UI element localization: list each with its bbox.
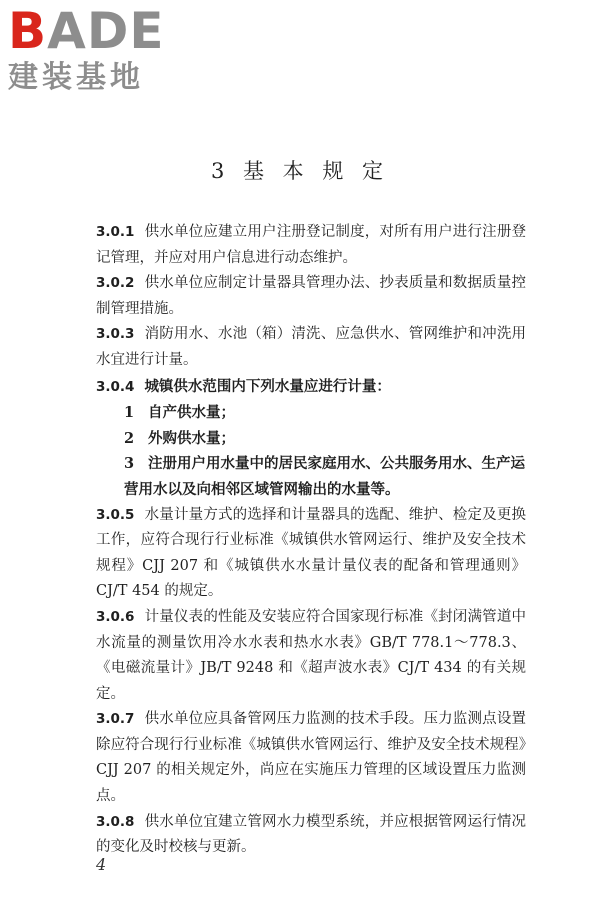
clause-3-0-5: 3.0.5 水量计量方式的选择和计量器具的选配、维护、检定及更换工作，应符合现行行业标准《城镇供水管网运行、维护及安全技术规程》CJJ 207 和《城镇供水水量计量仪表的配备和管理通则》CJ/T 454 的规定。 (96, 506, 526, 600)
list-item: 2 外购供水量； (124, 429, 235, 447)
clause-3-0-6: 3.0.6 计量仪表的性能及安装应符合国家现行标准《封闭满管道中水流量的测量饮用冷水水表和热水水表》GB/T 778.1～778.3、《电磁流量计》JB/T 9248 和《超声波水表》CJ/T 434 的有关规定。 (96, 608, 526, 702)
clause-3-0-1: 3.0.1 供水单位应建立用户注册登记制度，对所有用户进行注册登记管理，并应对用户信息进行动态维护。 (96, 224, 526, 266)
chapter-title: 3 基 本 规 定 (210, 159, 390, 183)
list-item: 3 注册用户用水量中的居民家庭用水、公共服务用水、生产运营用水以及向相邻区域管网输出的水量等。 (124, 455, 525, 498)
clause-3-0-8: 3.0.8 供水单位宜建立管网水力模型系统，并应根据管网运行情况的变化及时校核与更新。 (96, 813, 526, 856)
clause-3-0-7: 3.0.7 供水单位应具备管网压力监测的技术手段。压力监测点设置除应符合现行行业标准《城镇供水管网运行、维护及安全技术规程》CJJ 207 的相关规定外，尚应在实施压力管理的区域设置压力监测点。 (96, 711, 526, 805)
document-body (96, 220, 526, 861)
list-item: 1 自产供水量； (124, 404, 235, 422)
clause-3-0-4: 3.0.4 城镇供水范围内下列水量应进行计量： (96, 377, 391, 395)
clause-3-0-3: 3.0.3 消防用水、水池（箱）清洗、应急供水、管网维护和冲洗用水宜进行计量。 (96, 326, 526, 368)
logo-subtitle: 建装基地 (8, 60, 144, 95)
page-number: 4 (96, 855, 107, 874)
clause-3-0-2: 3.0.2 供水单位应制定计量器具管理办法、抄表质量和数据质量控制管理措施。 (96, 275, 526, 317)
bade-logo (8, 4, 178, 96)
logo-wordmark: BADE (8, 2, 165, 60)
